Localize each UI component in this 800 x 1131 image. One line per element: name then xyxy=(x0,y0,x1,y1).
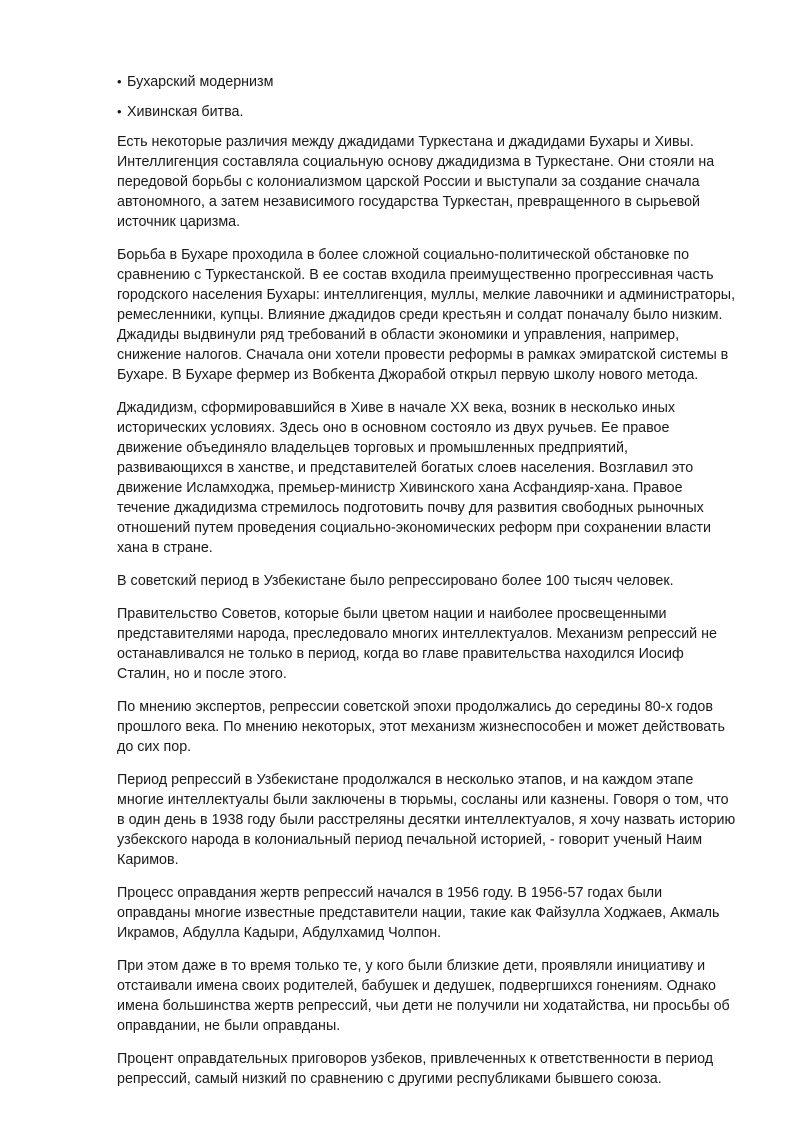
paragraph: По мнению экспертов, репрессии советской эпохи продолжались до середины 80-х годов прошлого века. По мнению некоторых, этот механизм жизнеспособен и может действовать до сих пор. xyxy=(117,699,725,755)
bullet-dot-icon: • xyxy=(117,104,122,119)
bullet-dot-icon: • xyxy=(117,74,122,89)
paragraph: Есть некоторые различия между джадидами Туркестана и джадидами Бухары и Хивы. Интеллигенция составляла социальную основу джадидизма в Туркестане. Они стояли на передовой борьбы с колониализмом царской России и выступали за создание сначала автономного, а затем независимого государства Туркестан, превращенного в сырьевой источник царизма. xyxy=(117,134,715,230)
paragraph: В советский период в Узбекистане было репрессировано более 100 тысяч человек. xyxy=(117,573,674,589)
paragraph: Период репрессий в Узбекистане продолжался в несколько этапов, и на каждом этапе многие интеллектуалы были заключены в тюрьмы, сосланы или казнены. Говоря о том, что в один день в 1938 году были расстреляны десятки интеллектуалов, я хочу назвать историю узбекского народа в колониальный период печальной историей, - говорит ученый Наим Каримов. xyxy=(117,772,736,868)
paragraph: Джадидизм, сформировавшийся в Хиве в начале XX века, возник в несколько иных исторических условиях. Здесь оно в основном состояло из двух ручьев. Ее правое движение объединяло владельцев торговых и промышленных предприятий, развивающихся в ханстве, и представителей богатых слоев населения. Возглавил это движение Исламходжа, премьер-министр Хивинского хана Асфандияр-хана. Правое течение джадидизма стремилось подготовить почву для развития свободных рыночных отношений путем проведения социально-экономических реформ при сохранении власти хана в стране. xyxy=(117,400,712,556)
paragraph: Процесс оправдания жертв репрессий начался в 1956 году. В 1956-57 годах были оправданы многие известные представители нации, такие как Файзулла Ходжаев, Акмаль Икрамов, Абдулла Кадыри, Абдулхамид Чолпон. xyxy=(117,885,720,941)
bullet-text: Бухарский модернизм xyxy=(127,74,274,90)
document-page xyxy=(117,72,737,1102)
paragraph: Процент оправдательных приговоров узбеков, привлеченных к ответственности в период репрессий, самый низкий по сравнению с другими республиками бывшего союза. xyxy=(117,1051,714,1087)
bullet-item xyxy=(117,72,737,92)
paragraph: Правительство Советов, которые были цветом нации и наиболее просвещенными представителями народа, преследовало многих интеллектуалов. Механизм репрессий не останавливался не только в период, когда во главе правительства находился Иосиф Сталин, но и после этого. xyxy=(117,606,717,682)
paragraph: Борьба в Бухаре проходила в более сложной социально-политической обстановке по сравнению с Туркестанской. В ее состав входила преимущественно прогрессивная часть городского населения Бухары: интеллигенция, муллы, мелкие лавочники и администраторы, ремесленники, купцы. Влияние джадидов среди крестьян и солдат поначалу было низким. Джадиды выдвинули ряд требований в области экономики и управления, например, снижение налогов. Сначала они хотели провести реформы в рамках эмиратской системы в Бухаре. В Бухаре фермер из Вобкента Джорабой открыл первую школу нового метода. xyxy=(117,247,736,383)
bullet-text: Хивинская битва. xyxy=(127,104,244,120)
paragraph: При этом даже в то время только те, у кого были близкие дети, проявляли инициативу и отстаивали имена своих родителей, бабушек и дедушек, подвергшихся гонениям. Однако имена большинства жертв репрессий, чьи дети не получили ни ходатайства, ни просьбы об оправдании, не были оправданы. xyxy=(117,958,730,1034)
bullet-item xyxy=(117,102,737,122)
